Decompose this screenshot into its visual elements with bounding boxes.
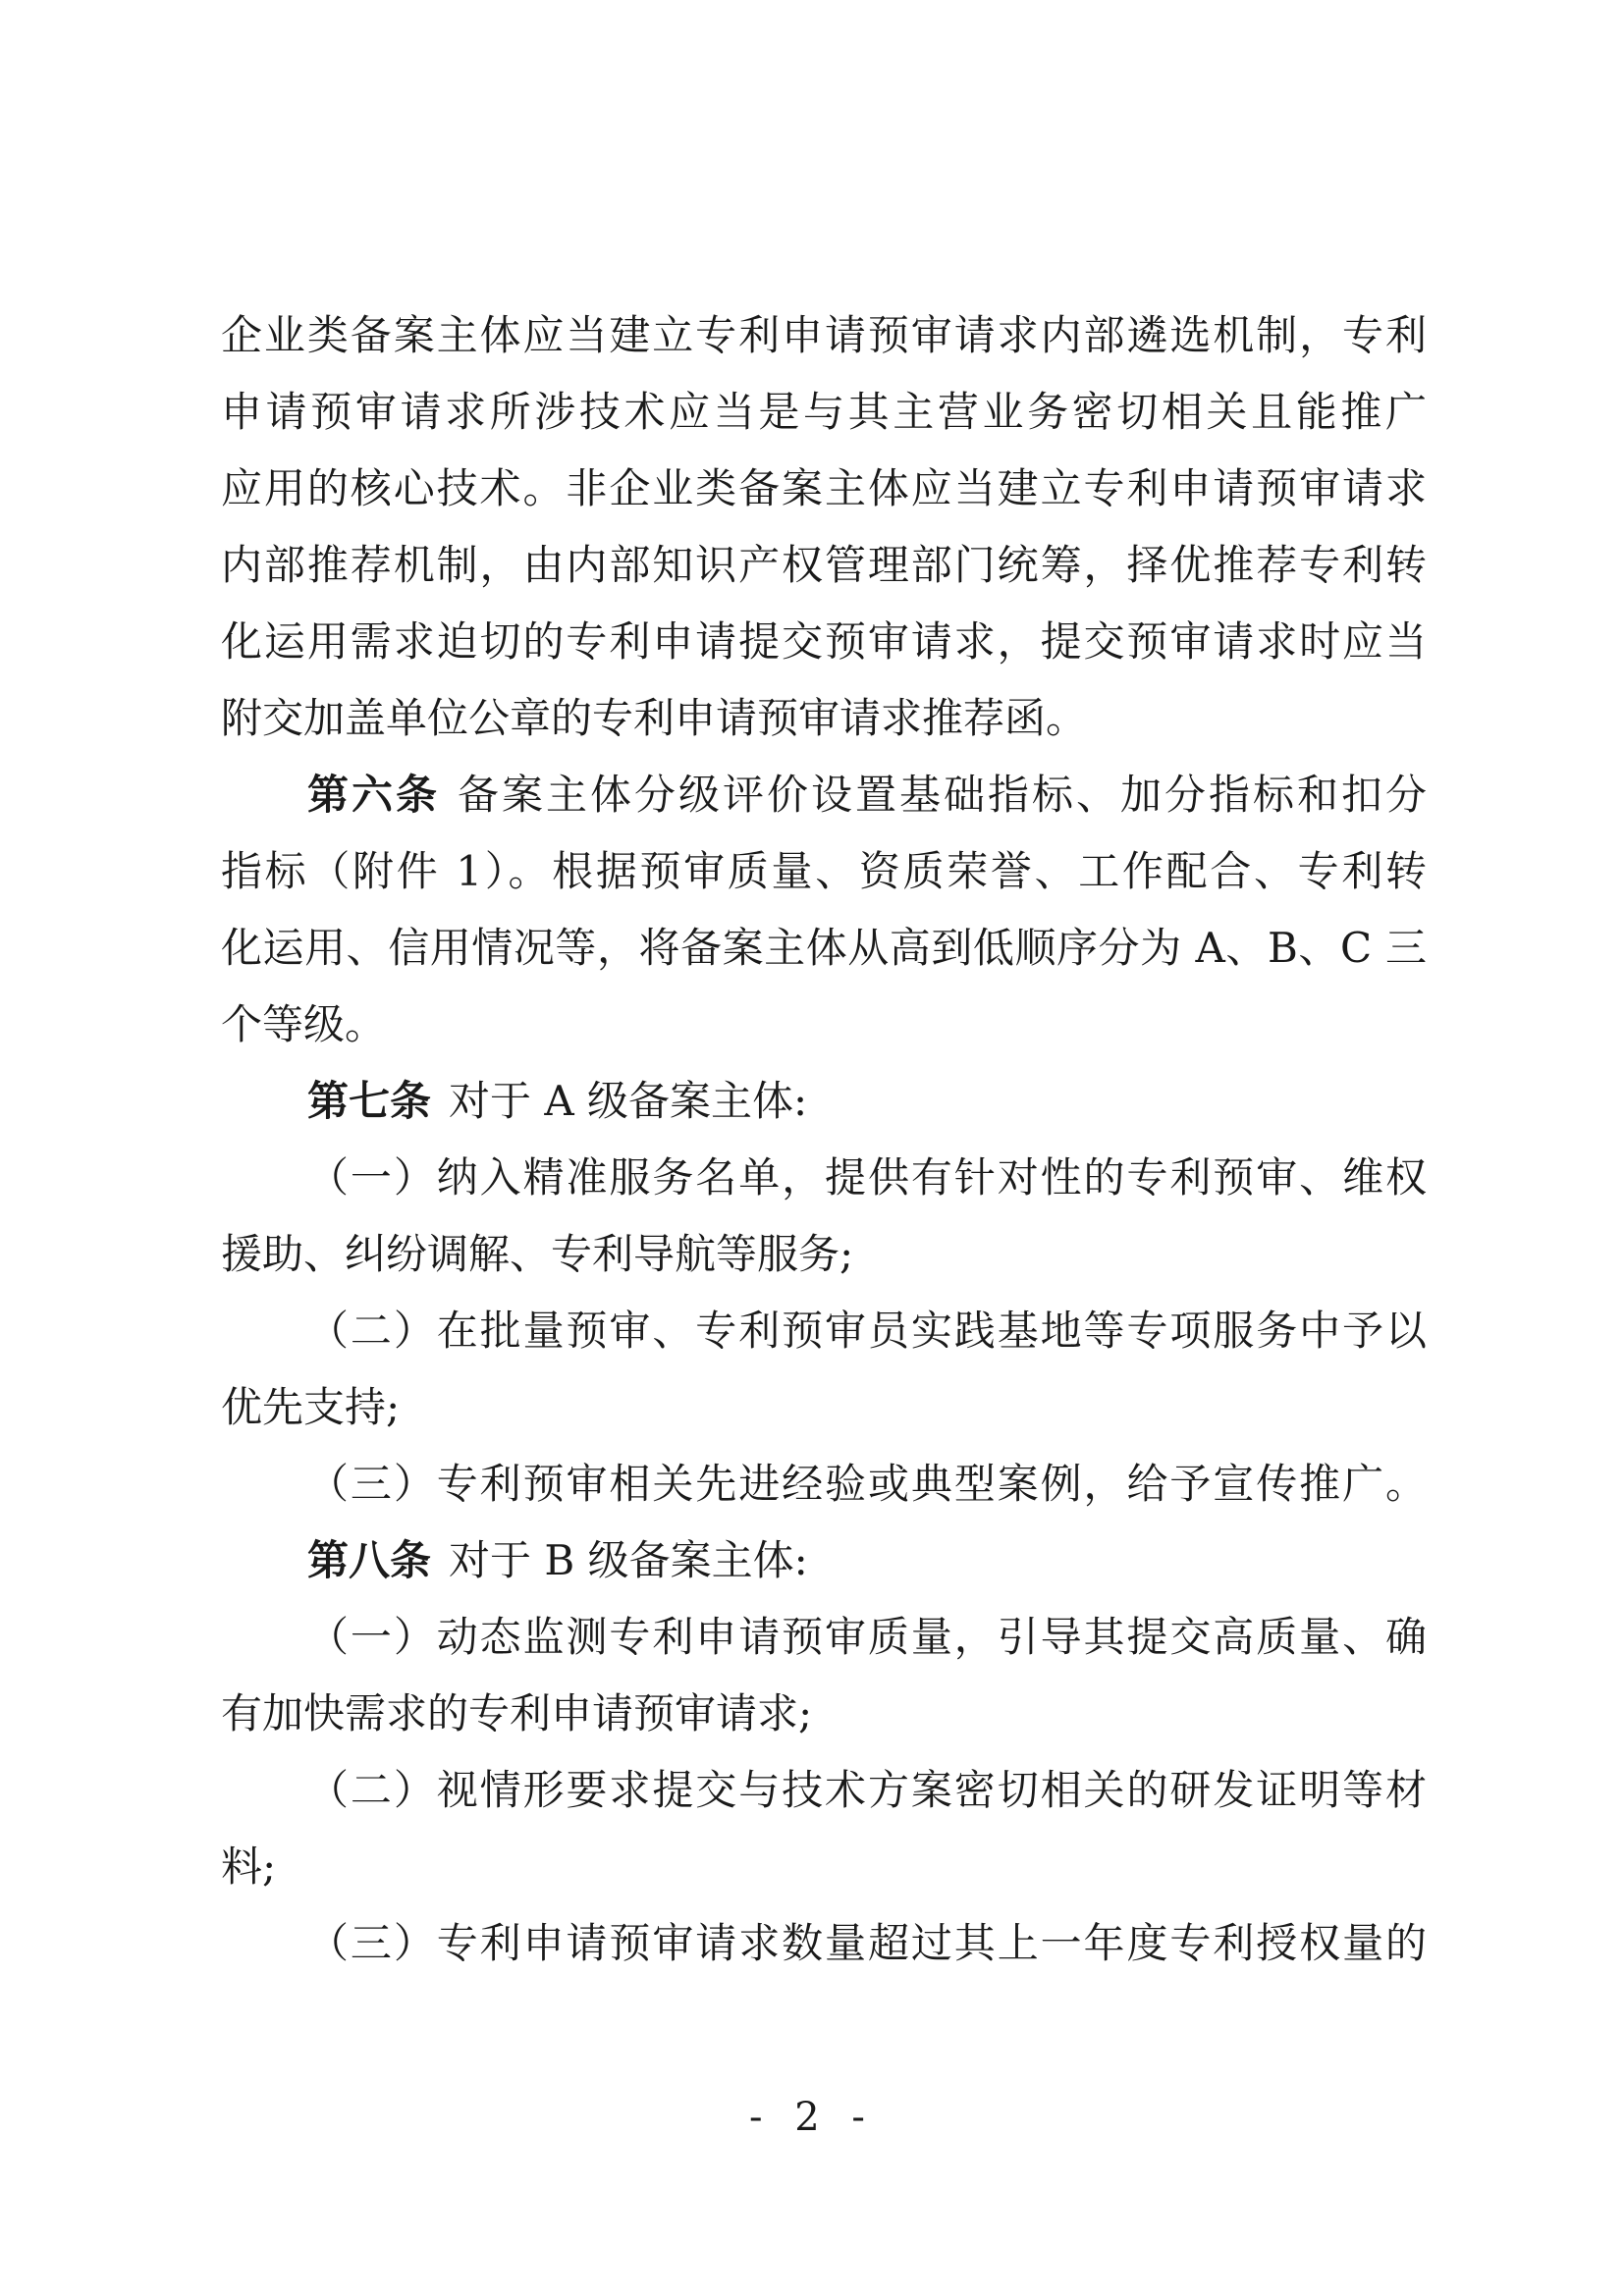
- text-line: 应用的核心技术。非企业类备案主体应当建立专利申请预审请求: [221, 464, 1427, 512]
- article-line: [221, 1063, 1427, 1140]
- page-number: - 2 -: [749, 2095, 875, 2140]
- text-line: 化运用需求迫切的专利申请提交预审请求，提交预审请求时应当: [221, 617, 1427, 666]
- article-text: 对于 B 级备案主体:: [449, 1536, 808, 1584]
- article-text: 备案主体分级评价设置基础指标、加分指标和扣分: [458, 771, 1427, 819]
- text-line: 援助、纠纷调解、专利导航等服务;: [221, 1230, 854, 1278]
- text-line: （二）视情形要求提交与技术方案密切相关的研发证明等材: [307, 1766, 1427, 1814]
- text-line: 有加快需求的专利申请预审请求;: [221, 1689, 813, 1737]
- text-line: （三）专利预审相关先进经验或典型案例，给予宣传推广。: [307, 1460, 1427, 1508]
- text-line: 企业类备案主体应当建立专利申请预审请求内部遴选机制，专利: [221, 311, 1427, 359]
- document-body: [221, 297, 1427, 1982]
- text-line: 内部推荐机制，由内部知识产权管理部门统筹，择优推荐专利转: [221, 541, 1427, 589]
- text-line: 附交加盖单位公章的专利申请预审请求推荐函。: [221, 694, 1088, 742]
- text-line: 个等级。: [221, 1000, 387, 1048]
- article-label: 第七条: [307, 1077, 432, 1125]
- article-text: 对于 A 级备案主体:: [449, 1077, 808, 1125]
- text-line: （一）纳入精准服务名单，提供有针对性的专利预审、维权: [307, 1153, 1427, 1201]
- text-line: 化运用、信用情况等，将备案主体从高到低顺序分为 A、B、C 三: [221, 924, 1427, 972]
- text-line: 申请预审请求所涉技术应当是与其主营业务密切相关且能推广: [221, 388, 1427, 436]
- text-line: （三）专利申请预审请求数量超过其上一年度专利授权量的: [307, 1919, 1427, 1967]
- article-line: [221, 1522, 1427, 1599]
- article-label: 第六条: [307, 771, 440, 819]
- article-line: [221, 757, 1427, 833]
- text-line: 料;: [221, 1842, 277, 1891]
- text-line: 指标（附件 1）。根据预审质量、资质荣誉、工作配合、专利转: [221, 847, 1427, 895]
- text-line: （一）动态监测专利申请预审质量，引导其提交高质量、确: [307, 1613, 1427, 1661]
- text-line: （二）在批量预审、专利预审员实践基地等专项服务中予以: [307, 1307, 1427, 1355]
- article-label: 第八条: [307, 1536, 432, 1584]
- text-line: 优先支持;: [221, 1383, 401, 1431]
